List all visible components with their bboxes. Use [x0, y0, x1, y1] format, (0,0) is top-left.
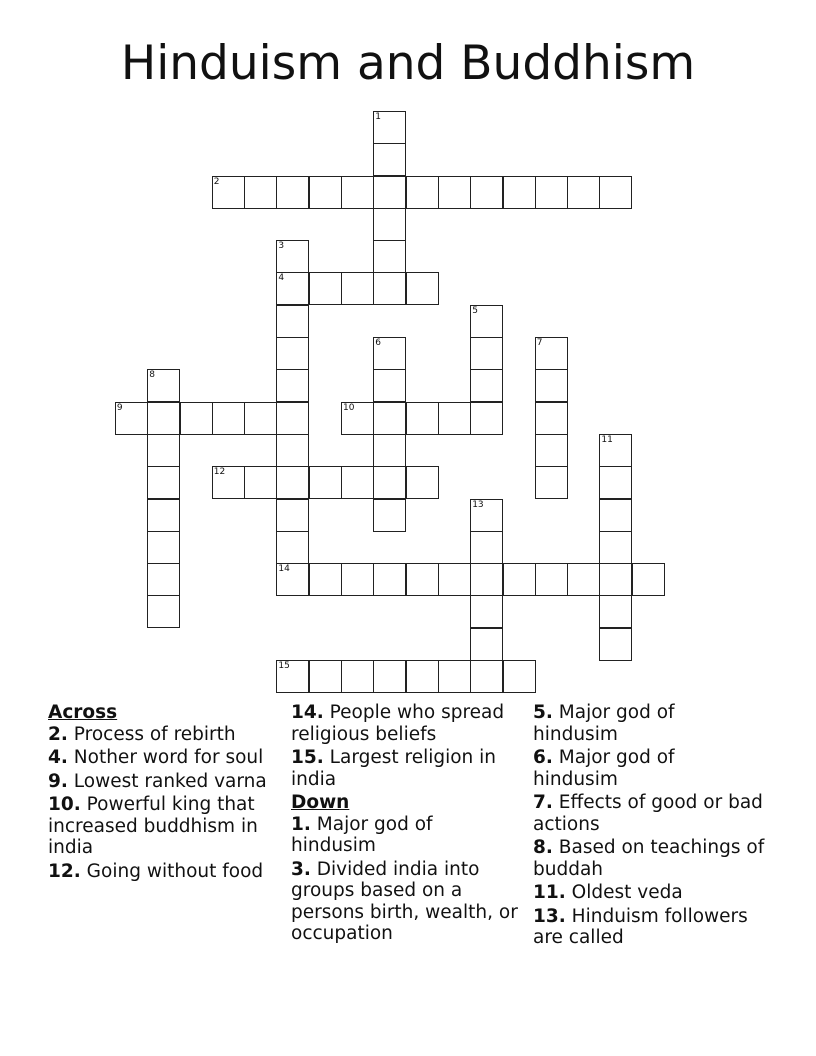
crossword-cell[interactable] — [147, 434, 180, 467]
clue-text: Process of rebirth — [73, 723, 236, 745]
crossword-cell[interactable] — [470, 369, 503, 402]
clue-across-2 — [48, 724, 280, 746]
crossword-cell[interactable] — [535, 434, 568, 467]
crossword-cell[interactable] — [599, 595, 632, 628]
crossword-cell[interactable] — [276, 240, 309, 273]
crossword-cell[interactable] — [147, 531, 180, 564]
crossword-cell[interactable] — [147, 595, 180, 628]
crossword-cell[interactable] — [470, 628, 503, 661]
crossword-cell[interactable] — [373, 402, 406, 435]
cell-number: 6 — [375, 338, 382, 348]
crossword-cell[interactable] — [599, 499, 632, 532]
crossword-cell[interactable] — [244, 176, 277, 209]
clue-number: 15. — [291, 747, 324, 768]
crossword-cell[interactable] — [309, 563, 342, 596]
clues-column-1 — [48, 702, 280, 884]
crossword-cell[interactable] — [212, 466, 245, 499]
crossword-cell[interactable] — [373, 111, 406, 144]
across-heading: Across — [48, 702, 118, 723]
clues-column-2 — [291, 702, 523, 947]
clue-text: Major god of hindusim — [533, 747, 675, 790]
crossword-cell[interactable] — [438, 563, 471, 596]
crossword-cell[interactable] — [244, 466, 277, 499]
clue-number: 10. — [48, 794, 81, 815]
crossword-cell[interactable] — [373, 272, 406, 305]
cell-number: 15 — [278, 661, 290, 671]
crossword-cell[interactable] — [276, 272, 309, 305]
crossword-cell[interactable] — [276, 337, 309, 370]
clue-number: 8. — [533, 837, 553, 858]
clue-number: 14. — [291, 702, 324, 723]
crossword-cell[interactable] — [309, 176, 342, 209]
clue-number: 3. — [291, 858, 311, 880]
clues-column-3 — [533, 702, 765, 951]
clue-text: Oldest veda — [571, 882, 683, 903]
crossword-cell[interactable] — [147, 563, 180, 596]
clue-text: Lowest ranked varna — [73, 770, 267, 792]
clue-down-7 — [533, 792, 765, 835]
crossword-cell[interactable] — [212, 176, 245, 209]
crossword-cell[interactable] — [341, 272, 374, 305]
crossword-cell[interactable] — [438, 402, 471, 435]
clue-text: Largest religion in india — [291, 747, 497, 790]
crossword-cell[interactable] — [276, 369, 309, 402]
crossword-cell[interactable] — [373, 369, 406, 402]
crossword-cell[interactable] — [470, 402, 503, 435]
cell-number: 14 — [278, 564, 290, 575]
cell-number: 13 — [472, 499, 484, 510]
cell-number: 12 — [213, 467, 226, 478]
crossword-cell[interactable] — [147, 369, 180, 402]
crossword-cell[interactable] — [535, 176, 568, 209]
clue-text: Based on teachings of buddah — [533, 837, 765, 880]
clue-number: 1. — [291, 813, 311, 835]
crossword-cell[interactable] — [599, 176, 632, 209]
crossword-cell[interactable] — [341, 563, 374, 596]
cell-number: 4 — [278, 273, 285, 284]
crossword-cell[interactable] — [276, 563, 309, 596]
clue-text: Divided india into groups based on a persons birth, wealth, or occupation — [291, 858, 518, 944]
crossword-cell[interactable] — [406, 402, 439, 435]
crossword-cell[interactable] — [180, 402, 213, 435]
crossword-cell[interactable] — [567, 563, 600, 596]
crossword-cell[interactable] — [470, 176, 503, 209]
clue-across-10 — [48, 794, 280, 859]
clue-text: Nother word for soul — [73, 747, 264, 768]
crossword-cell[interactable] — [406, 466, 439, 499]
cell-number: 9 — [116, 402, 123, 413]
crossword-cell[interactable] — [373, 563, 406, 596]
crossword-cell[interactable] — [599, 531, 632, 564]
crossword-cell[interactable] — [535, 466, 568, 499]
crossword-cell[interactable] — [406, 272, 439, 305]
clue-across-4 — [48, 747, 280, 769]
clue-text: Major god of hindusim — [533, 702, 675, 745]
crossword-cell[interactable] — [212, 402, 245, 435]
cell-number: 3 — [278, 241, 285, 252]
crossword-cell[interactable] — [309, 466, 342, 499]
clue-across-15 — [291, 747, 523, 790]
crossword-cell[interactable] — [599, 628, 632, 661]
crossword-cell[interactable] — [276, 402, 309, 435]
crossword-cell[interactable] — [470, 499, 503, 532]
crossword-cell[interactable] — [373, 660, 406, 693]
crossword-cell[interactable] — [406, 176, 439, 209]
crossword-cell[interactable] — [147, 402, 180, 435]
crossword-cell[interactable] — [470, 337, 503, 370]
crossword-cell[interactable] — [567, 176, 600, 209]
crossword-cell[interactable] — [373, 466, 406, 499]
clue-across-9 — [48, 771, 280, 793]
crossword-cell[interactable] — [276, 434, 309, 467]
crossword-cell[interactable] — [599, 466, 632, 499]
crossword-cell[interactable] — [373, 176, 406, 209]
crossword-cell[interactable] — [406, 563, 439, 596]
clue-text: Hinduism followers are called — [533, 905, 748, 948]
down-heading: Down — [291, 792, 350, 813]
crossword-cell[interactable] — [276, 499, 309, 532]
clue-across-12 — [48, 861, 280, 883]
crossword-cell[interactable] — [503, 563, 536, 596]
clue-text: Major god of hindusim — [291, 813, 433, 856]
crossword-cell[interactable] — [341, 402, 374, 435]
clue-number: 9. — [48, 770, 68, 792]
cell-number: 1 — [375, 111, 382, 122]
clue-down-6 — [533, 747, 765, 790]
clue-number: 7. — [533, 792, 553, 813]
crossword-cell[interactable] — [309, 272, 342, 305]
crossword-cell[interactable] — [373, 337, 406, 370]
clue-number: 12. — [48, 860, 81, 882]
crossword-cell[interactable] — [276, 466, 309, 499]
crossword-cell[interactable] — [276, 305, 309, 338]
crossword-cell[interactable] — [535, 563, 568, 596]
crossword-cell[interactable] — [470, 305, 503, 338]
crossword-cell[interactable] — [341, 466, 374, 499]
cell-number: 11 — [601, 434, 613, 445]
crossword-cell[interactable] — [406, 660, 439, 693]
clue-number: 4. — [48, 747, 68, 768]
cell-number: 5 — [472, 305, 478, 316]
crossword-cell[interactable] — [147, 466, 180, 499]
clue-down-11 — [533, 882, 765, 904]
cell-number: 7 — [536, 338, 543, 348]
clue-down-1 — [291, 814, 523, 857]
crossword-cell[interactable] — [341, 660, 374, 693]
cell-number: 10 — [343, 402, 355, 413]
clue-number: 5. — [533, 702, 553, 723]
crossword-cell[interactable] — [438, 176, 471, 209]
crossword-cell[interactable] — [535, 369, 568, 402]
crossword-cell[interactable] — [503, 660, 536, 693]
crossword-cell[interactable] — [470, 563, 503, 596]
crossword-cell[interactable] — [632, 563, 665, 596]
crossword-cell[interactable] — [373, 208, 406, 241]
clue-number: 13. — [533, 905, 566, 927]
clue-text: Going without food — [86, 860, 264, 882]
crossword-cell[interactable] — [503, 176, 536, 209]
crossword-cell[interactable] — [276, 660, 309, 693]
crossword-cell[interactable] — [373, 499, 406, 532]
crossword-cell[interactable] — [535, 402, 568, 435]
clue-down-5 — [533, 702, 765, 745]
crossword-cell[interactable] — [373, 240, 406, 273]
crossword-cell[interactable] — [470, 660, 503, 693]
crossword-cell[interactable] — [470, 531, 503, 564]
clue-number: 11. — [533, 882, 566, 903]
page-title: Hinduism and Buddhism — [120, 36, 696, 91]
crossword-cell[interactable] — [115, 402, 148, 435]
crossword-cell[interactable] — [599, 434, 632, 467]
crossword-cell[interactable] — [470, 595, 503, 628]
crossword-cell[interactable] — [309, 660, 342, 693]
crossword-cell[interactable] — [373, 434, 406, 467]
clue-down-13 — [533, 906, 765, 949]
clue-down-3 — [291, 859, 523, 945]
crossword-cell[interactable] — [147, 499, 180, 532]
crossword-cell[interactable] — [341, 176, 374, 209]
cell-number: 2 — [213, 176, 220, 187]
clue-text: People who spread religious beliefs — [291, 702, 505, 745]
crossword-cell[interactable] — [276, 531, 309, 564]
clue-down-8 — [533, 837, 765, 880]
clue-number: 6. — [533, 747, 553, 768]
crossword-cell[interactable] — [244, 402, 277, 435]
crossword-cell[interactable] — [276, 176, 309, 209]
crossword-cell[interactable] — [599, 563, 632, 596]
clue-text: Effects of good or bad actions — [533, 792, 763, 835]
clue-number: 2. — [48, 723, 68, 745]
clue-across-14 — [291, 702, 523, 745]
crossword-cell[interactable] — [438, 660, 471, 693]
clue-text: Powerful king that increased buddhism in india — [48, 794, 258, 858]
cell-number: 8 — [149, 370, 155, 381]
crossword-cell[interactable] — [535, 337, 568, 370]
crossword-cell[interactable] — [373, 143, 406, 176]
